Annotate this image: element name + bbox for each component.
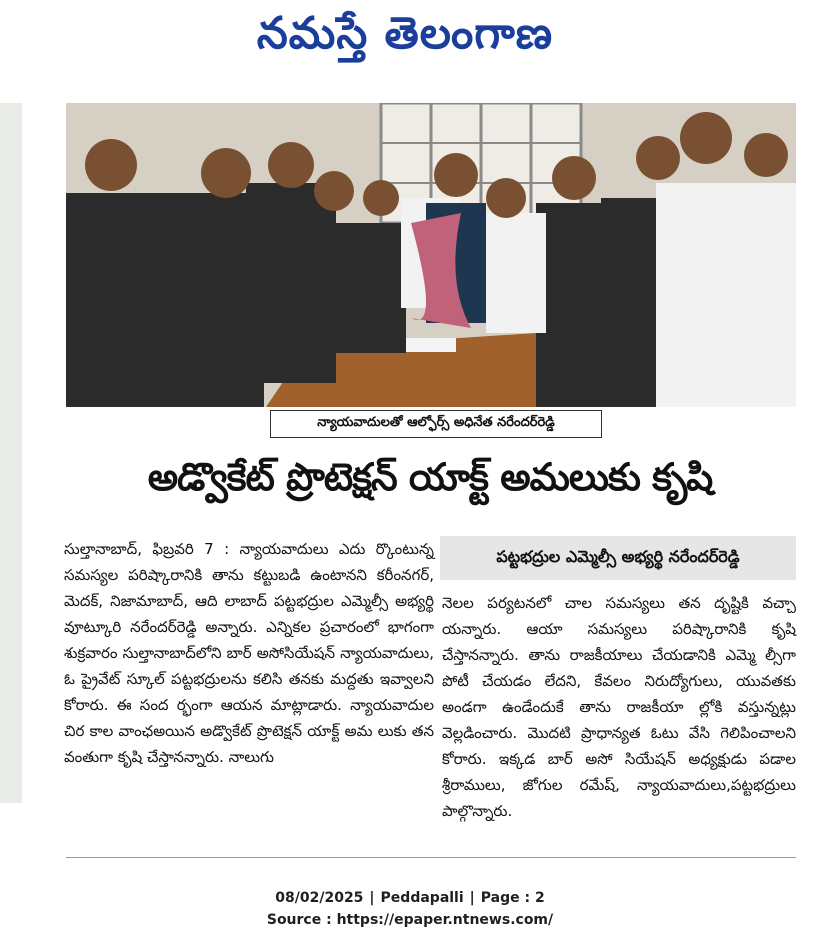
article-headline: అడ్వొకేట్ ప్రొటెక్షన్ యాక్ట్ అమలుకు కృషి — [147, 455, 713, 499]
footer-edition: Peddapalli — [380, 890, 464, 906]
page-margin-strip — [0, 103, 22, 803]
article-body-left-column: సుల్తానాబాద్, ఫిబ్రవరి 7 : న్యాయవాదులు ఎదు ర్కొంటున్న సమస్యల పరిష్కారానికి తాను కట్టుబడి ఉంటానని కరీంనగర్, మెదక్, నిజామాబాద్, ఆది లాబాద్ పట్టభద్రుల ఎమ్మెల్సీ అభ్యర్థి వూట్కూరి నరేందర్‌రెడ్డి అన్నారు. ఎన్నికల ప్రచారంలో భాగంగా శుక్రవారం సుల్తానాబాద్‌లోని బార్ అసోసియేషన్ న్యాయవాదులు, ఓ ప్రైవేట్ స్కూల్ పట్టభద్రులను కలిసి తనకు మద్దతు ఇవ్వాలని కోరారు. ఈ సంద ర్భంగా ఆయన మాట్లాడారు. న్యాయవాదుల చిర కాల వాంఛఅయిన అడ్వొకేట్ ప్రొటెక్షన్ యాక్ట్ అమ లుకు తన వంతుగా కృషి చేస్తానన్నారు. నాలుగు — [64, 540, 434, 766]
news-photo — [66, 103, 796, 407]
footer-page: Page : 2 — [480, 890, 545, 906]
footer-date: 08/02/2025 — [275, 890, 364, 906]
article-subheadline: పట్టభద్రుల ఎమ్మెల్సీ అభ్యర్థి నరేందర్‌రెడ్డి — [440, 536, 796, 580]
divider-line — [66, 857, 796, 858]
footer-edition-info: 08/02/2025 | Peddapalli | Page : 2 — [275, 890, 545, 906]
photo-caption: న్యాయవాదులతో ఆల్ఫోర్స్ అధినేత నరేందర్‌రెడ్డి — [270, 410, 602, 438]
article-body-right-column: నెలల పర్యటనలో చాల సమస్యలు తన దృష్టికి వచ్చా యన్నారు. ఆయా సమస్యలు పరిష్కారానికి కృషి చేస్తానన్నారు. తాను రాజకీయాలు చేయడానికి ఎమ్మె ల్సీగా పోటీ చేయడం లేదని, కేవలం నిరుద్యోగులు, యువతకు అండగా ఉండేందుకే తాను రాజకీయా ల్లోకి వస్తున్నట్లు వెల్లడించారు. మొదటి ప్రాధాన్యత ఓటు వేసి గెలిపించాలని కోరారు. ఇక్కడ బార్ అసో సియేషన్ అధ్యక్షుడు పడాల శ్రీరాములు, జోగుల రమేష్, న్యాయవాదులు,పట్టభద్రులు పాల్గొన్నారు. — [442, 594, 796, 820]
footer-source: Source : https://epaper.ntnews.com/ — [266, 912, 554, 928]
newspaper-masthead: నమస్తే తెలంగాణ — [256, 8, 554, 59]
